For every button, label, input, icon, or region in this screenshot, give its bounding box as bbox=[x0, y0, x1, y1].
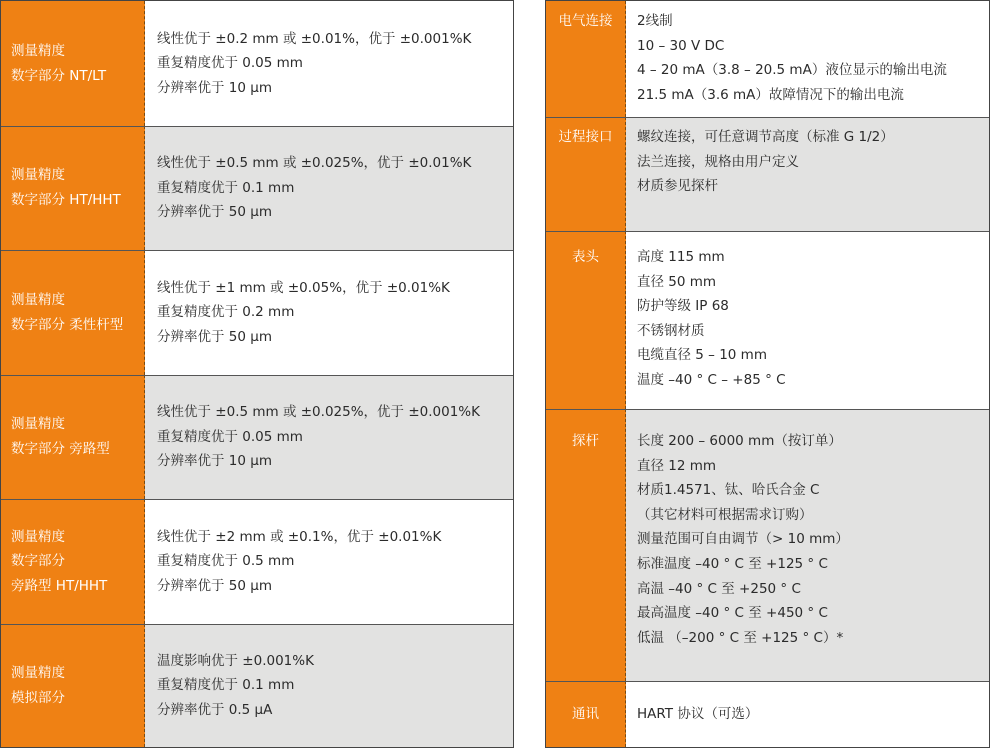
spec-row bbox=[546, 681, 989, 747]
label-text: 通讯 bbox=[572, 705, 599, 722]
spec-row bbox=[546, 409, 989, 681]
row-label bbox=[1, 1, 145, 126]
spec-row bbox=[546, 231, 989, 409]
value-line: 材质1.4571、钛、哈氏合金 C bbox=[637, 482, 820, 499]
row-divider bbox=[546, 117, 989, 118]
value-line: 线性优于 ±0.5 mm 或 ±0.025%，优于 ±0.001%K bbox=[157, 404, 480, 421]
label-text: 电气连接 bbox=[558, 13, 613, 29]
row-label bbox=[1, 375, 145, 499]
value-line: 分辨率优于 10 μm bbox=[157, 453, 273, 470]
label-line: 测量精度 bbox=[11, 416, 65, 433]
value-line: 直径 12 mm bbox=[637, 457, 717, 474]
value-line: 2线制 bbox=[637, 13, 673, 29]
label-text: 表头 bbox=[572, 249, 599, 265]
label-text: 过程接口 bbox=[558, 129, 613, 145]
row-value bbox=[145, 126, 513, 250]
value-line: 电缆直径 5 – 10 mm bbox=[637, 347, 767, 364]
label-line: 测量精度 bbox=[11, 528, 65, 545]
row-label bbox=[546, 681, 626, 747]
value-line: 重复精度优于 0.1 mm bbox=[157, 179, 295, 196]
row-divider bbox=[546, 231, 989, 232]
spec-row bbox=[1, 624, 513, 747]
spec-row bbox=[1, 126, 513, 250]
value-line: 重复精度优于 0.1 mm bbox=[157, 677, 295, 694]
value-line: 螺纹连接，可任意调节高度（标准 G 1/2） bbox=[637, 129, 894, 145]
row-label bbox=[1, 126, 145, 250]
value-line: 不锈钢材质 bbox=[637, 322, 705, 339]
row-value bbox=[626, 409, 989, 681]
row-divider bbox=[546, 409, 989, 410]
value-line: 最高温度 –40 ° C 至 +450 ° C bbox=[637, 605, 828, 622]
row-divider bbox=[1, 499, 513, 500]
value-line: 防护等级 IP 68 bbox=[637, 298, 729, 315]
row-divider bbox=[1, 375, 513, 376]
spec-row bbox=[546, 1, 989, 117]
row-value bbox=[145, 375, 513, 499]
label-line: 测量精度 bbox=[11, 42, 65, 59]
row-label bbox=[546, 1, 626, 117]
value-line: 重复精度优于 0.05 mm bbox=[157, 55, 303, 72]
value-line: 重复精度优于 0.2 mm bbox=[157, 304, 295, 321]
value-line: 低温 （–200 ° C 至 +125 ° C）* bbox=[637, 629, 844, 646]
row-divider bbox=[1, 250, 513, 251]
row-label bbox=[1, 250, 145, 375]
spec-row bbox=[1, 1, 513, 126]
value-line: 标准温度 –40 ° C 至 +125 ° C bbox=[637, 555, 828, 572]
row-divider bbox=[1, 624, 513, 625]
label-text: 探杆 bbox=[572, 433, 599, 449]
value-line: 分辨率优于 50 μm bbox=[157, 577, 273, 594]
value-line: 分辨率优于 50 μm bbox=[157, 328, 273, 345]
label-line: 测量精度 bbox=[11, 291, 65, 308]
value-line: 10 – 30 V DC bbox=[637, 37, 725, 54]
label-line: 测量精度 bbox=[11, 664, 65, 681]
label-line: 数字部分 bbox=[11, 553, 65, 570]
spec-row bbox=[1, 499, 513, 624]
value-line: 高温 –40 ° C 至 +250 ° C bbox=[637, 580, 801, 597]
value-line: 长度 200 – 6000 mm（按订单） bbox=[637, 433, 842, 449]
label-line: 测量精度 bbox=[11, 167, 65, 184]
spec-row bbox=[546, 117, 989, 231]
value-line: 温度影响优于 ±0.001%K bbox=[157, 652, 314, 669]
row-value bbox=[626, 117, 989, 231]
row-label bbox=[546, 117, 626, 231]
row-label bbox=[1, 499, 145, 624]
value-line: 法兰连接，规格由用户定义 bbox=[637, 153, 799, 170]
value-line: HART 协议（可选） bbox=[637, 705, 759, 722]
row-value bbox=[145, 1, 513, 126]
value-line: 温度 –40 ° C – +85 ° C bbox=[637, 371, 786, 388]
right-spec-table bbox=[545, 0, 990, 748]
label-line: 旁路型 HT/HHT bbox=[11, 577, 108, 594]
row-divider bbox=[1, 126, 513, 127]
spec-row bbox=[1, 250, 513, 375]
value-line: 高度 115 mm bbox=[637, 249, 725, 265]
value-line: 直径 50 mm bbox=[637, 273, 717, 290]
row-value bbox=[145, 250, 513, 375]
value-line: 分辨率优于 0.5 μA bbox=[157, 701, 273, 718]
label-line: 数字部分 旁路型 bbox=[11, 441, 110, 457]
row-value bbox=[145, 499, 513, 624]
value-line: 重复精度优于 0.05 mm bbox=[157, 428, 303, 445]
value-line: 分辨率优于 10 μm bbox=[157, 79, 273, 96]
value-line: 21.5 mA（3.6 mA）故障情况下的输出电流 bbox=[637, 86, 904, 103]
value-line: 线性优于 ±2 mm 或 ±0.1%，优于 ±0.01%K bbox=[157, 528, 442, 545]
row-value bbox=[626, 231, 989, 409]
row-value bbox=[145, 624, 513, 747]
row-value bbox=[626, 1, 989, 117]
value-line: 测量范围可自由调节（> 10 mm） bbox=[637, 531, 849, 548]
row-value bbox=[626, 681, 989, 747]
spec-row bbox=[1, 375, 513, 499]
value-line: （其它材料可根据需求订购） bbox=[637, 506, 813, 523]
row-label bbox=[546, 231, 626, 409]
value-line: 线性优于 ±0.5 mm 或 ±0.025%，优于 ±0.01%K bbox=[157, 155, 472, 172]
row-label bbox=[546, 409, 626, 681]
value-line: 分辨率优于 50 μm bbox=[157, 204, 273, 221]
row-divider bbox=[546, 681, 989, 682]
label-line: 数字部分 柔性杆型 bbox=[11, 316, 124, 333]
value-line: 重复精度优于 0.5 mm bbox=[157, 553, 295, 570]
value-line: 材质参见探杆 bbox=[637, 178, 718, 195]
label-line: 数字部分 NT/LT bbox=[11, 67, 107, 84]
value-line: 线性优于 ±1 mm 或 ±0.05%，优于 ±0.01%K bbox=[157, 279, 450, 296]
label-line: 数字部分 HT/HHT bbox=[11, 192, 121, 208]
value-line: 4 – 20 mA（3.8 – 20.5 mA）液位显示的输出电流 bbox=[637, 62, 947, 79]
row-label bbox=[1, 624, 145, 747]
value-line: 线性优于 ±0.2 mm 或 ±0.01%，优于 ±0.001%K bbox=[157, 30, 472, 47]
label-line: 模拟部分 bbox=[11, 689, 65, 706]
